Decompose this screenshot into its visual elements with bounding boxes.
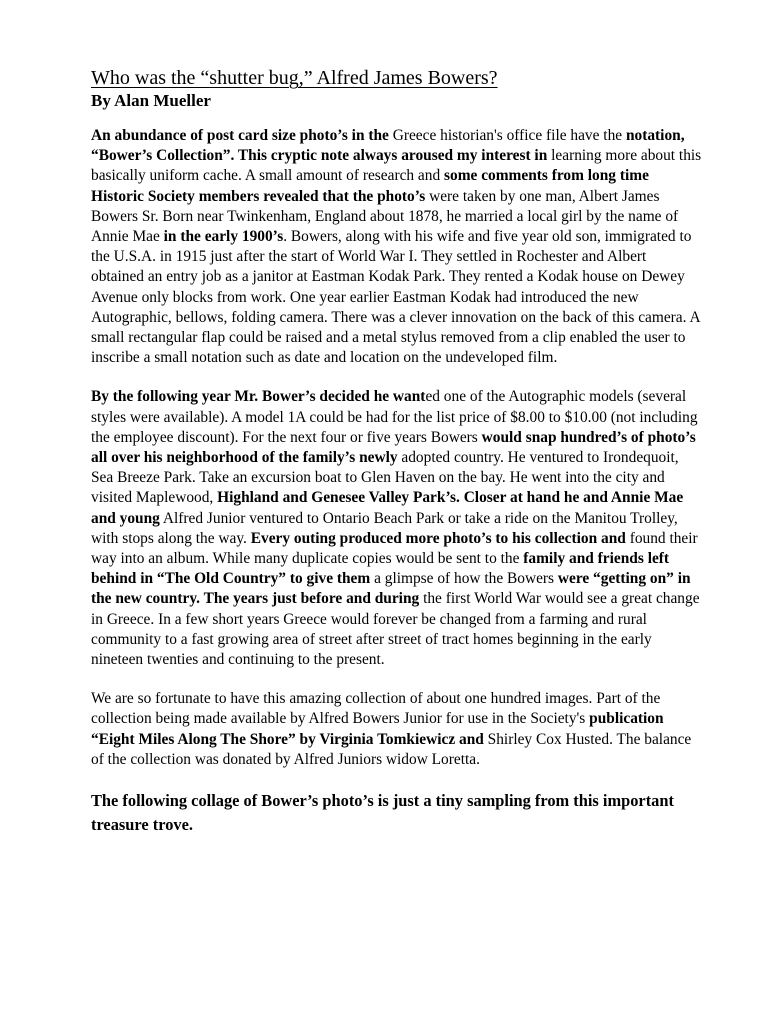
text-run: An abundance of post card size photo’s in the	[91, 127, 393, 144]
text-run: would snap hundred’s of photo’s all over his neighborhood of the family’s newly	[91, 428, 696, 467]
text-run: a glimpse of how the Bowers	[370, 570, 558, 588]
text-run: were “getting on” in the new country. The years just before and during	[91, 570, 691, 608]
text-run: Every outing produced more photo’s to his collection and	[250, 529, 626, 547]
text-run: By the following year Mr. Bower’s decided he want	[91, 388, 426, 406]
paragraph-1	[91, 126, 703, 368]
text-run: notation, “Bower’s Collection”. This cryptic note always aroused my interest in	[91, 127, 685, 165]
closing-statement: The following collage of Bower’s photo’s is just a tiny sampling from this important treasure trove.	[91, 791, 674, 835]
text-run: in the early 1900’s	[163, 228, 284, 246]
article	[91, 66, 703, 837]
text-run: Greece historian's office file have the	[392, 127, 623, 144]
text-run: We are so fortunate to have this amazing collection of about one hundred images. Part of the collection being made available by Alfred Bowers Junior for use in the Society's	[91, 690, 661, 728]
text-run: . Bowers, along with his wife and five year old son, immigrated to the U.S.A. in 1915 just after the start of World War I. They settled in Rochester and Albert obtained an entry job as a janitor at Eastman Kodak Park. They rented a Kodak house on Dewey Avenue only blocks from work. One year earlier Eastman Kodak had introduced the new Autographic, bellows, folding camera. There was a clever innovation on the back of this camera. A small rectangular flap could be raised and a metal stylus removed from a clip enabled the user to inscribe a small notation such as date and location on the undeveloped film.	[91, 228, 700, 367]
text-run: ed one of the Autographic models (several styles were available). A model 1A could be had for the list price of $8.00 to $10.00 (not including the employee discount). For the next four or five years Bowers	[91, 388, 698, 446]
text-run: some comments from long time Historic Society members revealed that the photo’s	[91, 167, 649, 205]
text-run: Shirley Cox Husted. The balance of the collection was donated by Alfred Juniors widow Loretta.	[91, 730, 692, 768]
text-run: found their way into an album. While many duplicate copies would be sent to the	[91, 529, 698, 568]
text-run: Highland and Genesee Valley Park’s. Closer at hand he and Annie Mae and young	[91, 489, 684, 527]
text-run: adopted country. He ventured to Irondequoit, Sea Breeze Park. Take an excursion boat to Glen Haven on the bay. He went into the city and visited Maplewood,	[91, 449, 679, 507]
article-title: Who was the “shutter bug,” Alfred James Bowers?	[91, 67, 498, 89]
text-run: family and friends left behind in “The Old Country” to give them	[91, 550, 670, 588]
text-run: learning more about this basically uniform cache. A small amount of research and	[91, 147, 702, 185]
text-run: Alfred Junior ventured to Ontario Beach Park or take a ride on the Manitou Trolley, with stops along the way.	[91, 509, 678, 547]
paragraph-3	[91, 689, 703, 770]
article-byline: By Alan Mueller	[91, 91, 211, 110]
text-run: were taken by one man, Albert James Bowers Sr. Born near Twinkenham, England about 1878, he married a local girl by the name of Annie Mae	[91, 187, 679, 246]
text-run: publication “Eight Miles Along The Shore” by Virginia Tomkiewicz and	[91, 710, 664, 748]
text-run: the first World War would see a great change in Greece. In a few short years Greece would forever be changed from a farming and rural community to a fast growing area of street after street of tract homes beginning in the early nineteen twenties and continuing to the present.	[91, 590, 700, 669]
paragraph-2	[91, 387, 703, 670]
